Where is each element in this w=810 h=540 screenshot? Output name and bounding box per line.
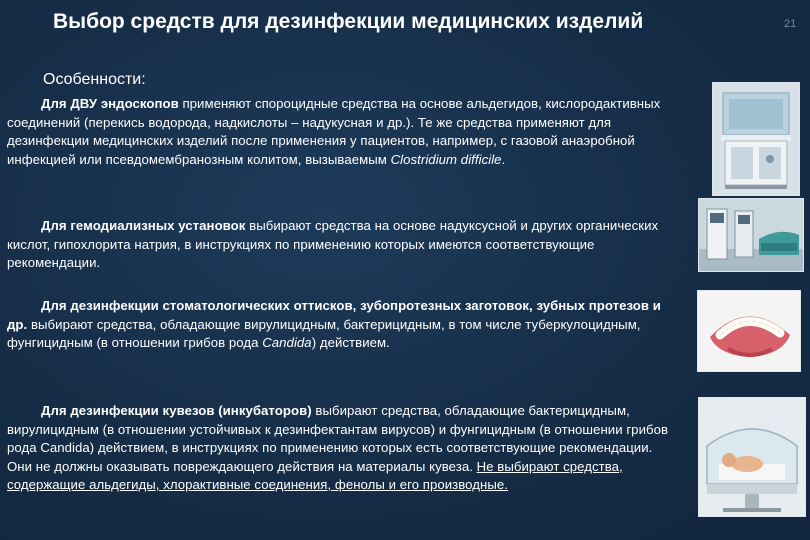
- paragraph-lead: Для дезинфекции стоматологических оттисков, зубопротезных заготовок, зубных протезов и др.: [7, 298, 661, 332]
- paragraph-text: выбирают средства, обладающие бактерицидным, вирулицидным (в отношении устойчивых к дезинфектантам вирусов) и фунгицидным (в отношении грибов рода Candida) действием, в инструкциях по применению которых есть соответствующие рекомендации. Они не должны оказывать повреждающего действия на материалы кувеза.: [7, 403, 669, 474]
- slide-title: Выбор средств для дезинфекции медицинских изделий: [53, 10, 644, 33]
- paragraph-lead: Для дезинфекции кувезов (инкубаторов): [41, 403, 312, 418]
- paragraph-end: ) действием.: [311, 335, 390, 350]
- paragraph-hemodialysis: [7, 217, 675, 273]
- dental-prosthesis-icon: [697, 290, 801, 372]
- slide-number: 21: [784, 18, 797, 30]
- infant-incubator-icon: [698, 397, 806, 517]
- paragraph-endoscopes: [7, 95, 675, 169]
- paragraph-italic: Candida: [262, 335, 312, 350]
- paragraph-dental: [7, 297, 675, 353]
- paragraph-text: выбирают средства на основе надуксусной и других органических кислот, гипохлорита натрия, в инструкциях по применению которых имеются соответствующие рекомендации.: [7, 218, 659, 270]
- paragraph-text: применяют спороцидные средства на основе альдегидов, кислородактивных соединений (перекись водорода, надкислоты – надукусная и др.). Те же средства применяют для дезинфекции медицинских изделий после применения у пациентов, например, с газовой анаэробной инфекцией или псевдомембранозным колитом, вызываемым: [7, 96, 661, 167]
- paragraph-lead: Для ДВУ эндоскопов: [41, 96, 179, 111]
- paragraph-italic: Clostridium difficile: [390, 151, 502, 167]
- subtitle: Особенности:: [43, 71, 146, 88]
- hemodialysis-machine-icon: [698, 198, 804, 272]
- paragraph-text: выбирают средства, обладающие вирулицидным, бактерицидным, в том числе туберкулоцидным, фунгицидным (в отношении грибов рода: [7, 316, 641, 350]
- paragraph-underlined: Не выбирают средства, содержащие альдегиды, хлорактивные соединения, фенолы и его производные.: [7, 458, 623, 492]
- paragraph-incubators: [7, 402, 675, 495]
- paragraph-end: .: [501, 151, 506, 167]
- endoscope-washer-icon: [712, 82, 800, 196]
- paragraph-lead: Для гемодиализных установок: [41, 218, 246, 233]
